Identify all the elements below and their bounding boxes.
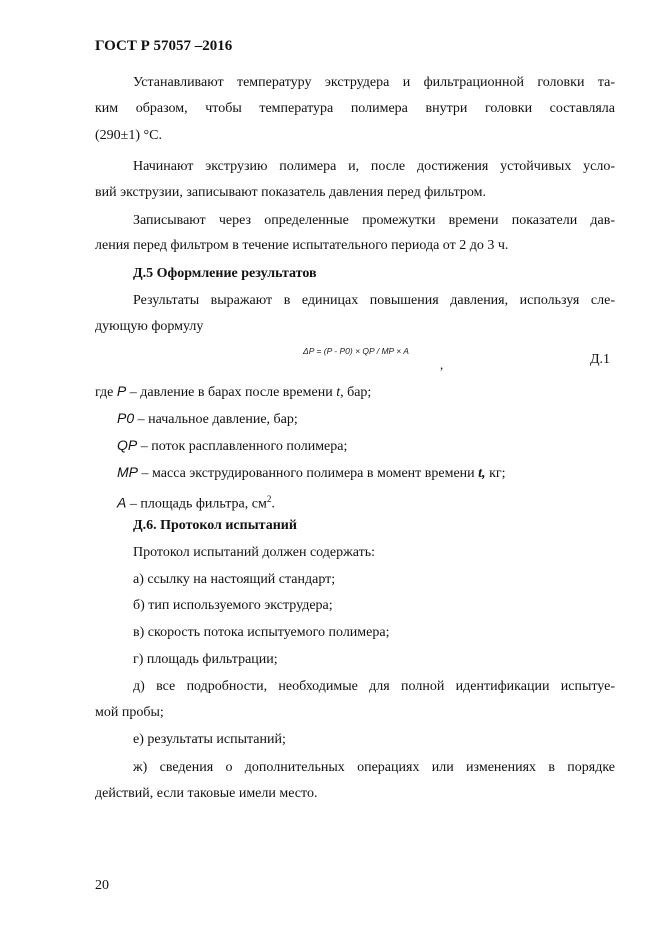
formula: ΔP = (P - P0) × QP / MP × A <box>303 346 409 356</box>
paragraph-line: дующую формулу <box>95 319 204 334</box>
list-item-continuation: действий, если таковые имели место. <box>95 786 318 801</box>
paragraph-line: Протокол испытаний должен содержать: <box>133 545 376 560</box>
where-p: где P – давление в барах после времени t, бар; <box>95 383 372 400</box>
formula-comma: , <box>440 357 444 372</box>
page-number: 20 <box>95 878 109 893</box>
superscript: 2 <box>266 494 272 504</box>
definition-text: – поток расплавленного полимера; <box>137 439 348 454</box>
paragraph-line: Результаты выражают в единицах повышения давления, используя сле- <box>133 293 615 308</box>
list-item-continuation: мой пробы; <box>95 705 164 720</box>
paragraph-line: Записывают через определенные промежутки времени показатели дав- <box>133 213 615 228</box>
paragraph-line: ления перед фильтром в течение испытательного периода от 2 до 3 ч. <box>95 238 509 253</box>
list-item: а) ссылку на настоящий стандарт; <box>133 572 336 587</box>
definition-text: . <box>271 496 275 512</box>
paragraph-line: вий экструзии, записывают показатель давления перед фильтром. <box>95 185 486 200</box>
list-item: б) тип используемого экструдера; <box>133 598 333 613</box>
symbol: t <box>336 385 341 400</box>
paragraph-line: Устанавливают температуру экструдера и фильтрационной головки та- <box>133 75 615 90</box>
symbol: P0 <box>117 410 135 426</box>
definition-text: – площадь фильтра, см <box>126 496 267 512</box>
symbol: MP <box>117 464 138 480</box>
where-mp <box>117 459 506 487</box>
list-item: е) результаты испытаний; <box>133 732 286 747</box>
list-item: д) все подробности, необходимые для полной идентификации испытуе- <box>133 679 615 694</box>
symbol: P <box>116 383 127 399</box>
paragraph-line: ким образом, чтобы температура полимера внутри головки составляла <box>95 101 615 116</box>
definition-text: – масса экструдированного полимера в момент времени <box>138 466 479 481</box>
paragraph-line: (290±1) °С. <box>95 128 162 143</box>
symbol: QP <box>117 437 138 453</box>
definition-text: кг; <box>485 466 506 481</box>
section-title: Д.5 Оформление результатов <box>133 266 317 281</box>
definition-text: – давление в барах после времени <box>126 385 337 400</box>
document-header: ГОСТ Р 57057 –2016 <box>95 38 233 54</box>
equation-number: Д.1 <box>590 352 611 367</box>
list-item: г) площадь фильтрации; <box>133 652 278 667</box>
list-item: в) скорость потока испытуемого полимера; <box>133 625 390 640</box>
list-item: ж) сведения о дополнительных операциях или изменениях в порядке <box>133 760 615 775</box>
section-title: Д.6. Протокол испытаний <box>133 518 297 533</box>
where-qp <box>117 432 347 460</box>
paragraph-line: Начинают экструзию полимера и, после достижения устойчивых усло- <box>133 159 615 174</box>
symbol: A <box>117 494 127 511</box>
definition-text: , бар; <box>340 385 372 400</box>
symbol: t, <box>478 466 486 481</box>
definition-text: – начальное давление, бар; <box>134 412 298 427</box>
where-p0 <box>117 405 298 433</box>
